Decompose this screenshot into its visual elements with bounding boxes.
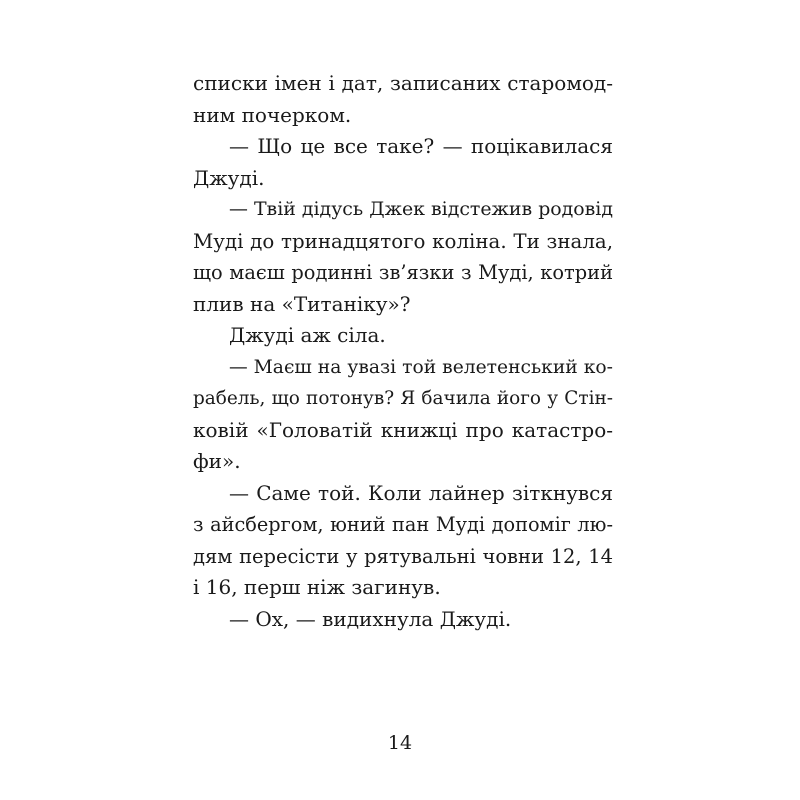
text-line: Муді до тринадцятого коліна. Ти знала,	[193, 229, 613, 253]
text-line: Джуді аж сіла.	[229, 323, 386, 347]
text-line: дям пересісти у рятувальні човни 12, 14	[193, 544, 613, 568]
text-line: — Саме той. Коли лайнер зіткнувся	[229, 480, 613, 505]
text-line: рабель, що потонув? Я бачила його у Стін-	[193, 388, 613, 409]
body-text	[193, 68, 613, 635]
text-line: Джуді.	[193, 165, 265, 190]
text-line: з айсбергом, юний пан Муді допоміг лю-	[193, 513, 613, 536]
text-line: — Що це все таке? — поцікавилася	[229, 134, 613, 158]
text-line: фи».	[193, 449, 241, 473]
text-line: — Маєш на увазі той велетенський ко-	[229, 356, 613, 378]
page-number: 14	[387, 732, 413, 754]
text-line: ковій «Головатій книжці про катастро-	[193, 417, 613, 442]
text-line: — Твій дідусь Джек відстежив родовід	[229, 198, 613, 220]
text-line: — Ох, — видихнула Джуді.	[229, 606, 512, 631]
text-line: і 16, перш ніж загинув.	[193, 575, 441, 599]
text-line: ним почерком.	[193, 102, 352, 127]
text-line: списки імен і дат, записаних старомод-	[193, 71, 613, 95]
text-line: плив на «Титаніку»?	[193, 291, 411, 316]
text-line: що маєш родинні зв’язки з Муді, котрий	[193, 261, 613, 284]
